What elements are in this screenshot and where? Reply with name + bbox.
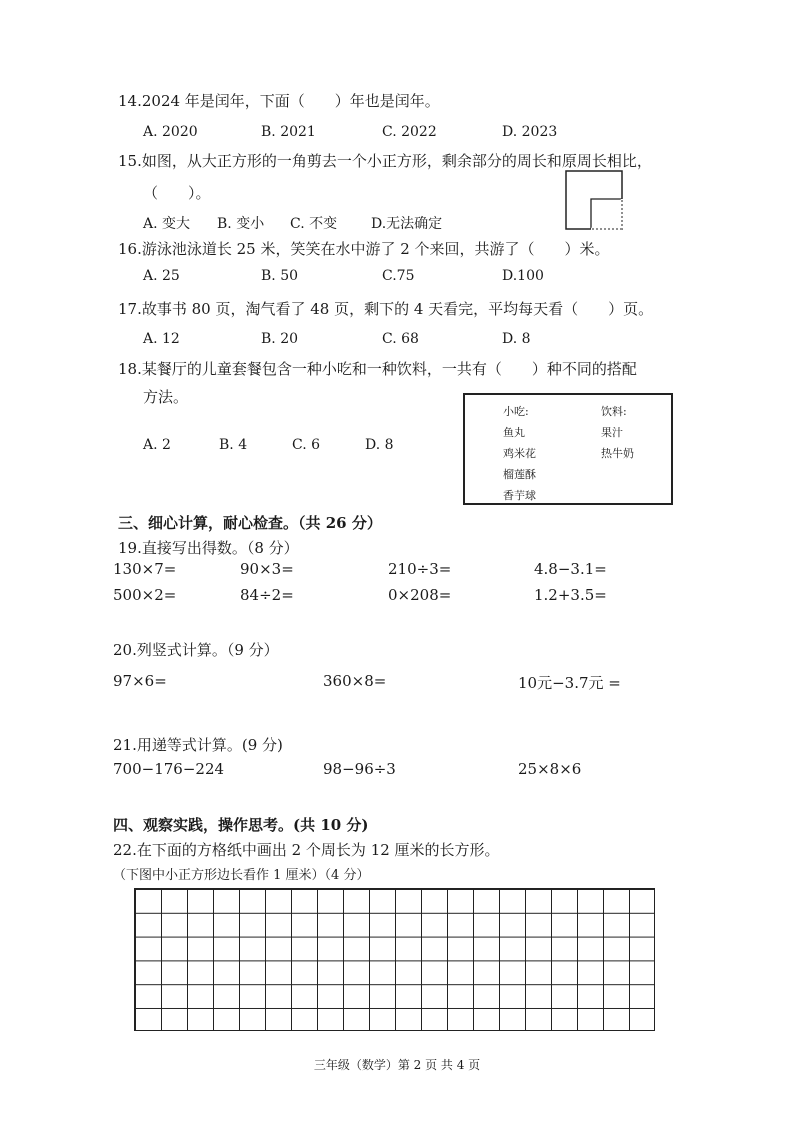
q18-option-d: D. 8 <box>365 437 394 453</box>
q18-option-b: B. 4 <box>219 437 248 453</box>
q20-title: 20.列竖式计算。（9 分） <box>113 641 279 659</box>
q17-option-b: B. 20 <box>261 331 299 347</box>
q21-item: 98−96÷3 <box>323 760 396 778</box>
q14-option-c: C. 2022 <box>382 124 437 140</box>
q21-item: 25×8×6 <box>518 760 582 778</box>
section3-title: 三、细心计算，耐心检查。（共 26 分） <box>118 514 382 532</box>
q19-item: 84÷2= <box>240 586 294 604</box>
q16-option-c: C.75 <box>382 268 415 284</box>
drink-item: 热牛奶 <box>601 447 634 460</box>
q17-option-d: D. 8 <box>502 331 531 347</box>
drink-item: 果汁 <box>601 426 623 439</box>
q18-option-c: C. 6 <box>292 437 321 453</box>
drink-title: 饮料: <box>601 405 627 418</box>
page-footer: 三年级（数学）第 2 页 共 4 页 <box>313 1058 481 1072</box>
q21-title: 21.用递等式计算。(9 分) <box>113 736 283 754</box>
q14-stem: 14.2024 年是闰年，下面（ ）年也是闰年。 <box>118 92 440 110</box>
section4-title: 四、观察实践，操作思考。(共 10 分) <box>113 816 369 834</box>
grid-paper[interactable] <box>134 888 655 1031</box>
q19-item: 0×208= <box>388 586 452 604</box>
big-square <box>566 171 622 229</box>
q14-option-b: B. 2021 <box>261 124 316 140</box>
q19-item: 500×2= <box>113 586 177 604</box>
q15-option-c: C. 不变 <box>290 216 338 232</box>
q19-item: 1.2+3.5= <box>534 586 607 604</box>
q19-item: 4.8−3.1= <box>534 560 607 578</box>
q20-item: 97×6= <box>113 672 167 690</box>
q15-stem: 15.如图，从大正方形的一角剪去一个小正方形，剩余部分的周长和原周长相比， <box>118 152 652 170</box>
q15-option-b: B. 变小 <box>217 216 265 232</box>
q21-item: 700−176−224 <box>113 760 225 778</box>
q14-option-d: D. 2023 <box>502 124 558 140</box>
q15-option-d: D.无法确定 <box>371 216 443 232</box>
cut-corner-edge <box>591 199 622 229</box>
q17-stem: 17.故事书 80 页，淘气看了 48 页，剩下的 4 天看完，平均每天看（ ）页。 <box>118 300 654 318</box>
q16-stem: 16.游泳池泳道长 25 米，笑笑在水中游了 2 个来回，共游了（ ）米。 <box>118 240 610 258</box>
q18-option-a: A. 2 <box>143 437 171 453</box>
q15-option-a: A. 变大 <box>143 216 191 232</box>
snack-item: 鱼丸 <box>503 426 525 439</box>
q19-title: 19.直接写出得数。（8 分） <box>118 539 299 557</box>
q15-blank: （ ）。 <box>143 184 211 202</box>
q20-item: 10元−3.7元 = <box>518 674 621 692</box>
q22-note: （下图中小正方形边长看作 1 厘米）（4 分） <box>113 868 370 883</box>
q14-option-a: A. 2020 <box>143 124 198 140</box>
q16-option-b: B. 50 <box>261 268 299 284</box>
q16-option-d: D.100 <box>502 268 544 284</box>
snack-title: 小吃: <box>503 405 529 418</box>
q18-stem: 18.某餐厅的儿童套餐包含一种小吃和一种饮料，一共有（ ）种不同的搭配 <box>118 360 637 378</box>
q18-stem-cont: 方法。 <box>143 388 189 406</box>
snack-item: 香芋球 <box>503 489 536 502</box>
q19-item: 210÷3= <box>388 560 452 578</box>
q22-stem: 22.在下面的方格纸中画出 2 个周长为 12 厘米的长方形。 <box>113 841 500 859</box>
q16-option-a: A. 25 <box>143 268 180 284</box>
q19-item: 130×7= <box>113 560 177 578</box>
square-figure <box>565 170 623 230</box>
snack-item: 鸡米花 <box>503 447 536 460</box>
q19-item: 90×3= <box>240 560 294 578</box>
menu-box <box>463 393 673 505</box>
q20-item: 360×8= <box>323 672 387 690</box>
q17-option-c: C. 68 <box>382 331 419 347</box>
snack-item: 榴莲酥 <box>503 468 536 481</box>
q17-option-a: A. 12 <box>143 331 180 347</box>
